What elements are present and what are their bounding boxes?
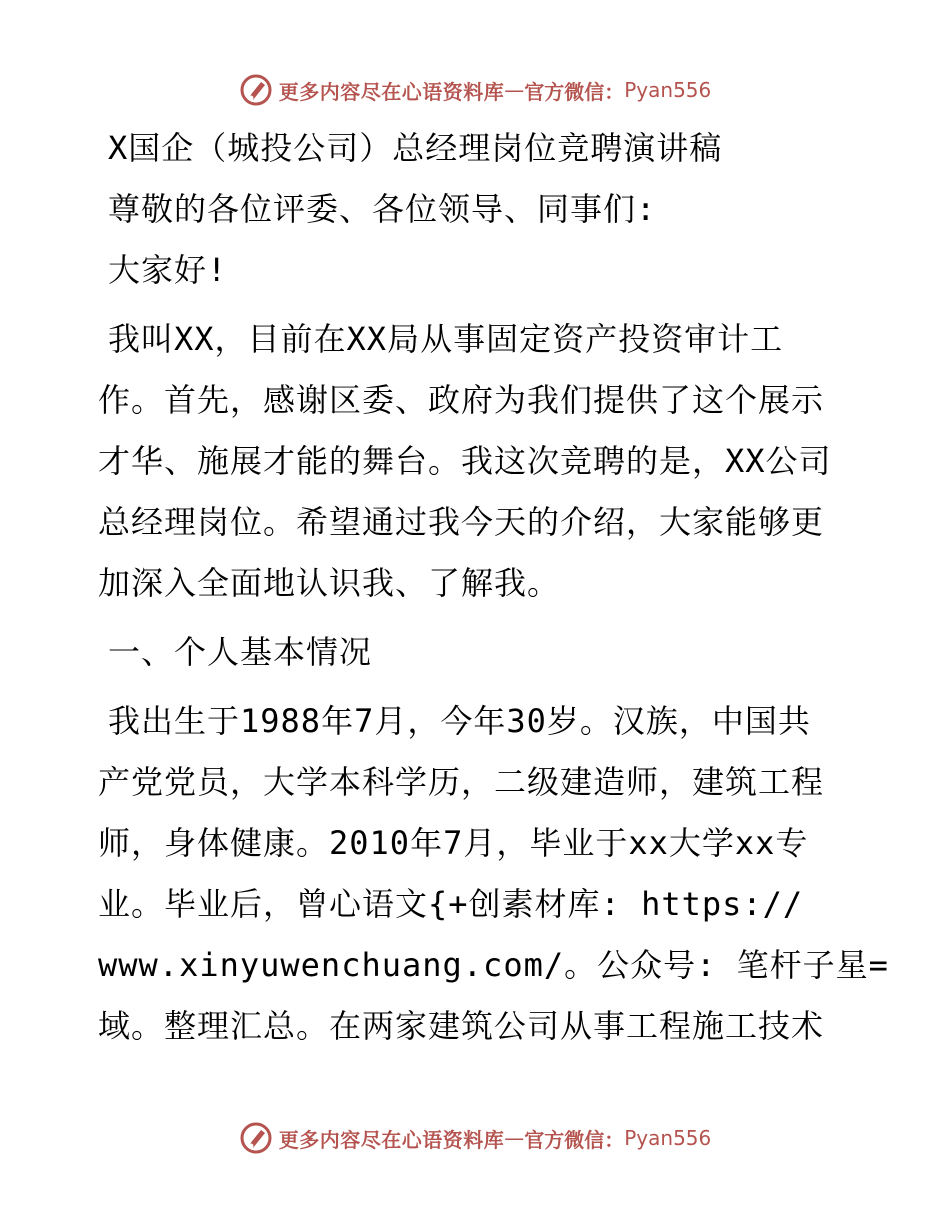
intro-paragraph [98, 309, 858, 614]
footer-watermark-banner [0, 1118, 950, 1158]
section-heading: 一、个人基本情况 [108, 633, 373, 671]
paragraph-line: 产党党员，大学本科学历，二级建造师，建筑工程 [98, 763, 825, 801]
document-title: X国企（城投公司）总经理岗位竞聘演讲稿 [108, 129, 723, 167]
document-body [98, 118, 889, 1057]
paragraph-line: 业。毕业后，曾心语文{+创素材库: https:// [98, 885, 804, 923]
paragraph-line: 才华、施展才能的舞台。我这次竞聘的是，XX公司 [98, 442, 832, 480]
wechat-account: Pyan556 [624, 1126, 712, 1150]
paragraph-line: 加深入全面地认识我、了解我。 [98, 564, 561, 602]
wechat-label: 官方微信： [524, 79, 625, 104]
pen-nib-logo-icon [239, 1121, 273, 1155]
wechat-account: Pyan556 [624, 78, 712, 102]
section1-paragraph [98, 691, 889, 1057]
header-watermark-banner [0, 70, 950, 110]
banner-separator: — [504, 1126, 525, 1150]
paragraph-line: 我叫XX，目前在XX局从事固定资产投资审计工 [108, 320, 784, 358]
pen-nib-logo-icon [239, 73, 273, 107]
hello-line: 大家好! [108, 251, 228, 289]
paragraph-line: 我出生于1988年7月，今年30岁。汉族，中国共 [108, 702, 811, 740]
paragraph-line: 域。整理汇总。在两家建筑公司从事工程施工技术 [98, 1007, 825, 1045]
brand-text: 更多内容尽在心语资料库 [278, 1127, 505, 1152]
paragraph-line: 作。首先，感谢区委、政府为我们提供了这个展示 [98, 381, 825, 419]
brand-text: 更多内容尽在心语资料库 [278, 79, 505, 104]
paragraph-line: 总经理岗位。希望通过我今天的介绍，大家能够更 [98, 503, 825, 541]
greeting-line: 尊敬的各位评委、各位领导、同事们: [108, 190, 657, 228]
paragraph-line: 师，身体健康。2010年7月，毕业于xx大学xx专 [98, 824, 809, 862]
paragraph-line: www.xinyuwenchuang.com/。公众号: 笔杆子星= [98, 946, 889, 984]
wechat-label: 官方微信： [524, 1127, 625, 1152]
banner-separator: — [504, 78, 525, 102]
